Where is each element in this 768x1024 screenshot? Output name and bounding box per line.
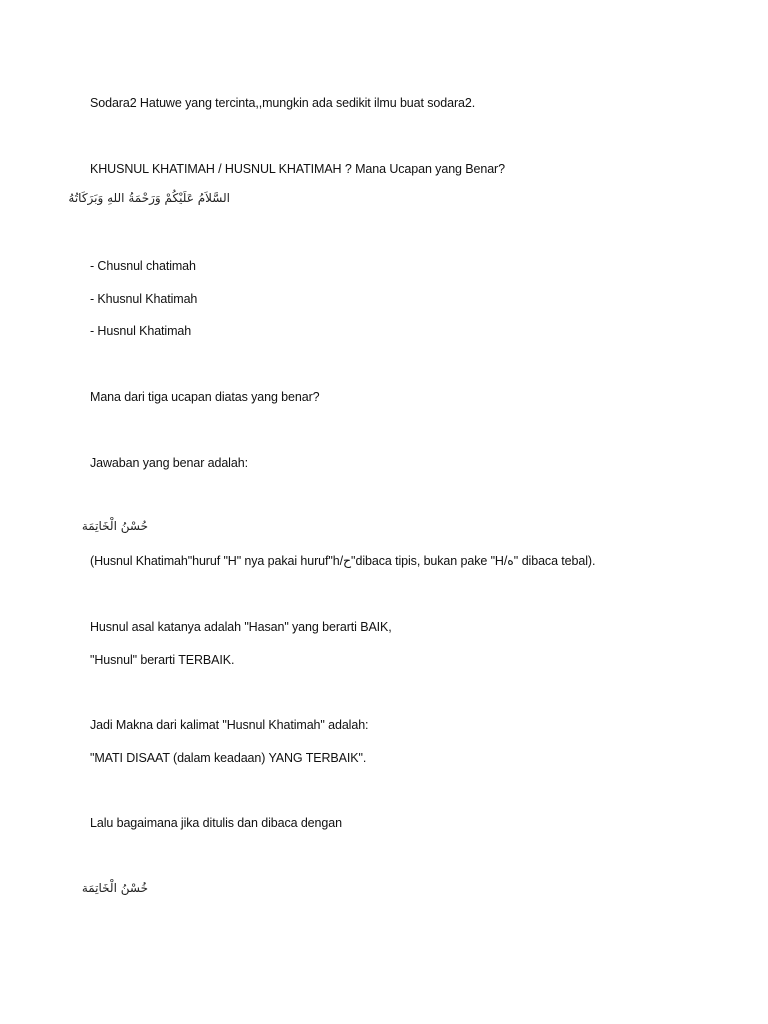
document-title: KHUSNUL KHATIMAH / HUSNUL KHATIMAH ? Mana Ucapan yang Benar?: [90, 162, 505, 176]
meaning-line-1: Husnul asal katanya adalah "Hasan" yang berarti BAIK,: [90, 620, 392, 634]
meaning-line-2: "Husnul" berarti TERBAIK.: [90, 653, 235, 667]
option-item-3: - Husnul Khatimah: [90, 324, 192, 338]
option-item-1: - Chusnul chatimah: [90, 259, 196, 273]
arabic-greeting: السَّلاَمُ عَلَيْكُمْ وَرَحْمَةُ اللهِ وَبَرَكَاتُهُ: [68, 191, 230, 205]
answer-label: Jawaban yang benar adalah:: [90, 456, 248, 470]
arabic-term-khusnul: خُسْنُ الْخَاتِمَة: [81, 881, 148, 895]
question-text: Mana dari tiga ucapan diatas yang benar?: [90, 390, 320, 404]
arabic-term-husnul: حُسْنُ الْخَاتِمَة: [81, 519, 148, 533]
intro-text: Sodara2 Hatuwe yang tercinta,,mungkin ada sedikit ilmu buat sodara2.: [90, 96, 476, 110]
explanation-text: (Husnul Khatimah"huruf "H" nya pakai huruf"h/ح"dibaca tipis, bukan pake "H/ه" dibaca tebal).: [90, 554, 596, 568]
option-item-2: - Khusnul Khatimah: [90, 292, 198, 306]
meaning-line-3: Jadi Makna dari kalimat "Husnul Khatimah" adalah:: [90, 718, 369, 732]
followup-text: Lalu bagaimana jika ditulis dan dibaca dengan: [90, 816, 342, 830]
meaning-line-4: "MATI DISAAT (dalam keadaan) YANG TERBAIK".: [90, 751, 367, 765]
